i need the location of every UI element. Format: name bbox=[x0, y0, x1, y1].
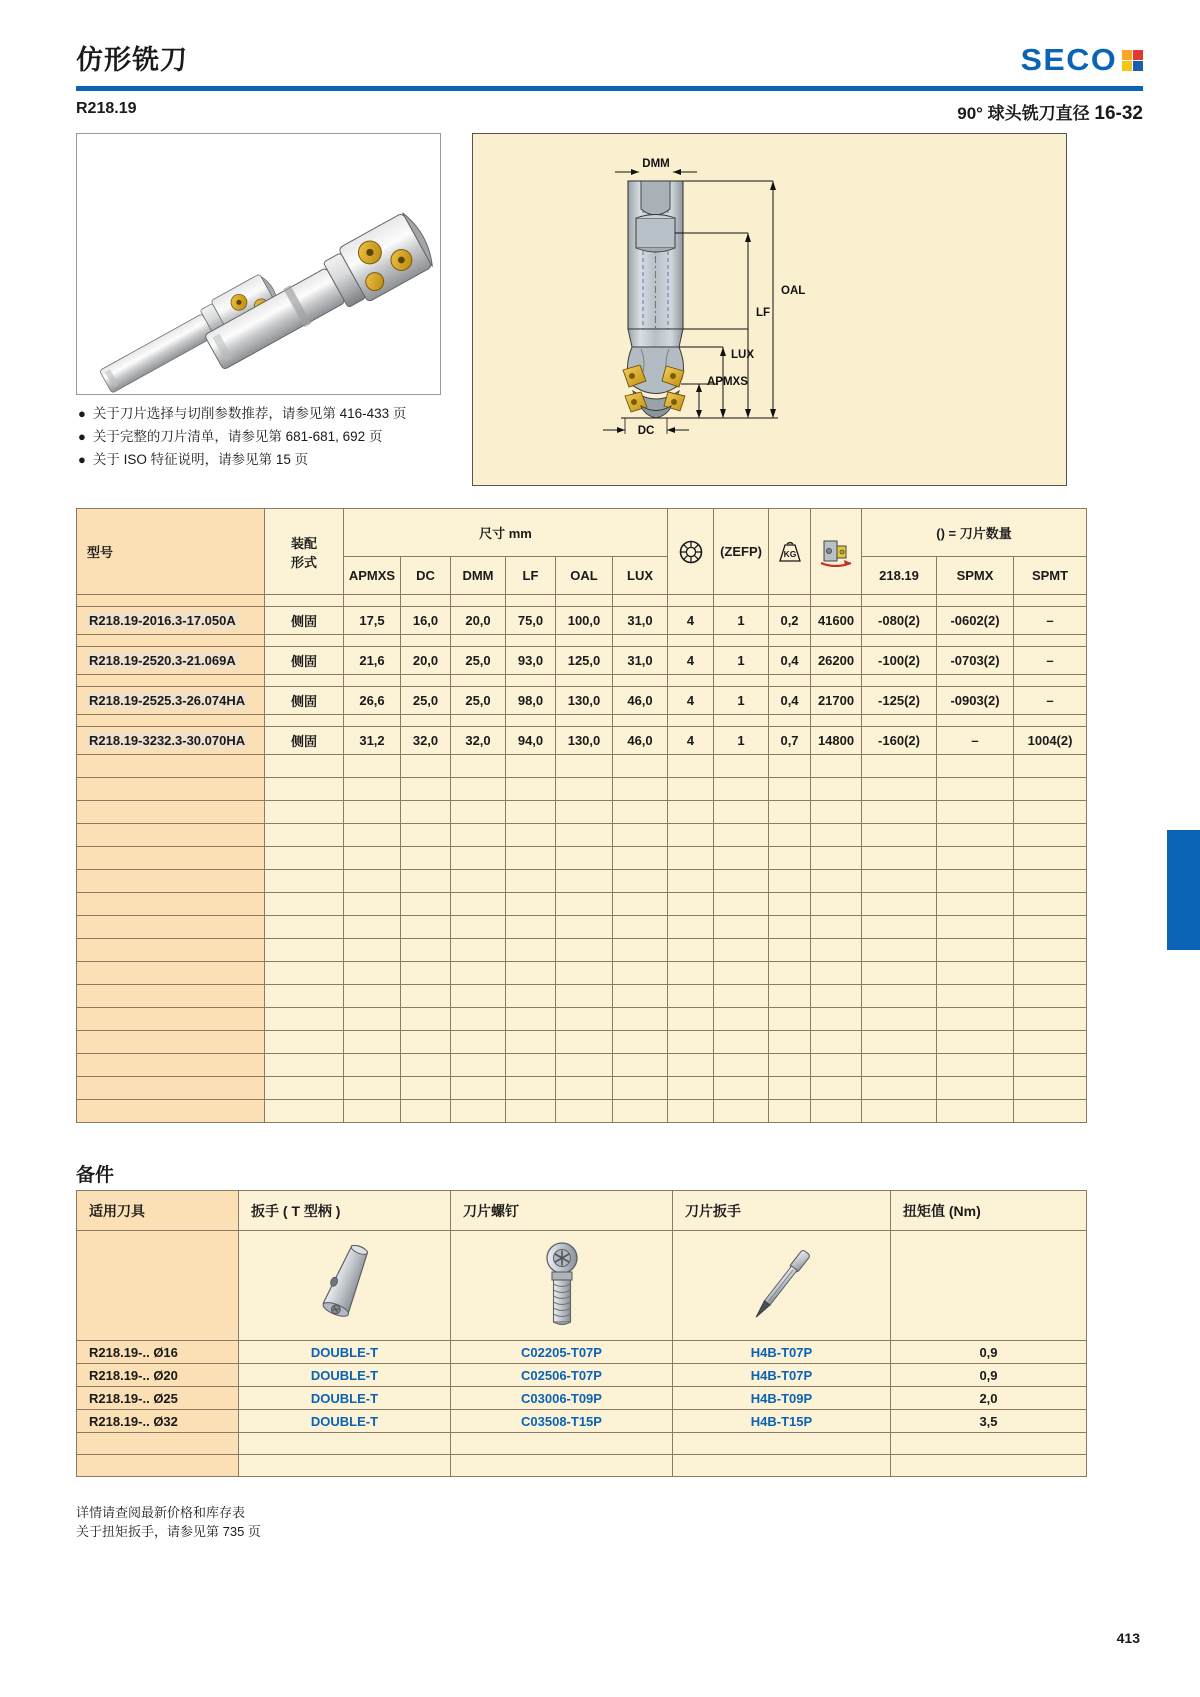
logo-square-3 bbox=[1122, 61, 1132, 71]
mount-line-2: 形式 bbox=[290, 554, 317, 570]
acc-cell-screw: C02205-T07P bbox=[451, 1341, 673, 1364]
cell-dc: 20,0 bbox=[401, 647, 451, 675]
table-row-empty bbox=[77, 847, 1087, 870]
cell-teeth: 4 bbox=[668, 687, 714, 715]
bullet-text: 关于 ISO 特征说明，请参见第 15 页 bbox=[92, 452, 309, 467]
cell-insert-spmt: – bbox=[1014, 687, 1087, 715]
svg-text:DC: DC bbox=[637, 425, 655, 437]
cell-rpm: 21700 bbox=[811, 687, 862, 715]
cell-lf: 75,0 bbox=[506, 607, 556, 635]
model-text: R218.19-2016.3-17.050A bbox=[89, 613, 236, 628]
cell-insert-spmx: -0602(2) bbox=[937, 607, 1014, 635]
cell-insert-spmt: – bbox=[1014, 647, 1087, 675]
cell-insert-21819: -100(2) bbox=[862, 647, 937, 675]
acc-cell-tool: R218.19-.. Ø25 bbox=[77, 1387, 239, 1410]
bullet-text: 关于完整的刀片清单，请参见第 681-681, 692 页 bbox=[92, 429, 383, 444]
acc-cell-torque: 2,0 bbox=[891, 1387, 1087, 1410]
table-row[interactable] bbox=[77, 607, 1087, 635]
svg-text:OAL: OAL bbox=[781, 285, 806, 297]
product-code: R218.19 bbox=[76, 100, 137, 117]
teeth-icon bbox=[668, 509, 713, 594]
cell-zefp: 1 bbox=[714, 727, 769, 755]
page-edge-tab bbox=[1167, 830, 1200, 950]
cell-insert-21819: -080(2) bbox=[862, 607, 937, 635]
table-row[interactable] bbox=[77, 647, 1087, 675]
svg-text:DMM: DMM bbox=[642, 158, 670, 170]
table-row-empty bbox=[77, 962, 1087, 985]
acc-cell-torque: 3,5 bbox=[891, 1410, 1087, 1433]
cell-insert-spmt: – bbox=[1014, 607, 1087, 635]
spacer-row bbox=[77, 675, 1087, 687]
acc-header-screw: 刀片螺钉 bbox=[451, 1191, 673, 1231]
svg-text:KG: KG bbox=[783, 548, 796, 559]
specifications-table bbox=[76, 508, 1087, 1123]
cell-insert-spmx: – bbox=[937, 727, 1014, 755]
header-teeth-icon-cell bbox=[668, 509, 714, 595]
acc-cell-wrench: DOUBLE-T bbox=[239, 1364, 451, 1387]
cell-dmm: 25,0 bbox=[451, 687, 506, 715]
cell-teeth: 4 bbox=[668, 727, 714, 755]
accessories-title: 备件 bbox=[76, 1165, 115, 1186]
header-insert-spmt: SPMT bbox=[1014, 557, 1087, 595]
accessories-image-row bbox=[77, 1231, 1087, 1341]
cell-insert-spmt: 1004(2) bbox=[1014, 727, 1087, 755]
table-row-empty bbox=[77, 824, 1087, 847]
accessories-table bbox=[76, 1190, 1087, 1477]
table-row-empty bbox=[77, 985, 1087, 1008]
table-row-empty bbox=[77, 755, 1087, 778]
table-row-empty bbox=[77, 1054, 1087, 1077]
cell-mount: 侧固 bbox=[265, 687, 344, 715]
svg-text:APMXS: APMXS bbox=[707, 376, 748, 388]
cell-model bbox=[77, 607, 265, 635]
accessory-row[interactable] bbox=[77, 1387, 1087, 1410]
technical-drawing bbox=[472, 133, 1067, 486]
acc-cell-wrench: DOUBLE-T bbox=[239, 1341, 451, 1364]
cell-insert-spmx: -0703(2) bbox=[937, 647, 1014, 675]
cell-dc: 16,0 bbox=[401, 607, 451, 635]
acc-cell-screw: C02506-T07P bbox=[451, 1364, 673, 1387]
table-row-empty bbox=[77, 893, 1087, 916]
svg-text:LF: LF bbox=[756, 307, 771, 319]
page-number: 413 bbox=[1116, 1630, 1140, 1646]
accessory-row-empty bbox=[77, 1433, 1087, 1455]
cell-insert-21819: -160(2) bbox=[862, 727, 937, 755]
table-row-empty bbox=[77, 1077, 1087, 1100]
cell-zefp: 1 bbox=[714, 607, 769, 635]
cell-oal: 130,0 bbox=[556, 687, 613, 715]
cell-apmxs: 21,6 bbox=[344, 647, 401, 675]
header-model: 型号 bbox=[77, 509, 265, 595]
cell-model bbox=[77, 727, 265, 755]
cell-zefp: 1 bbox=[714, 647, 769, 675]
header-lf: LF bbox=[506, 557, 556, 595]
product-desc-prefix: 90° 球头铣刀直径 bbox=[957, 104, 1095, 123]
cell-lux: 46,0 bbox=[613, 727, 668, 755]
acc-image-wrench bbox=[239, 1231, 451, 1341]
acc-cell-key: H4B-T07P bbox=[673, 1364, 891, 1387]
cell-mount: 侧固 bbox=[265, 607, 344, 635]
cell-kg: 0,7 bbox=[769, 727, 811, 755]
table-row-empty bbox=[77, 939, 1087, 962]
table-row[interactable] bbox=[77, 687, 1087, 715]
header-dc: DC bbox=[401, 557, 451, 595]
svg-text:LUX: LUX bbox=[731, 349, 754, 361]
acc-cell-screw: C03508-T15P bbox=[451, 1410, 673, 1433]
cell-dmm: 20,0 bbox=[451, 607, 506, 635]
cell-oal: 100,0 bbox=[556, 607, 613, 635]
accessories-header-row bbox=[77, 1191, 1087, 1231]
header-mount-type bbox=[265, 509, 344, 595]
acc-cell-tool: R218.19-.. Ø16 bbox=[77, 1341, 239, 1364]
product-description bbox=[957, 99, 1143, 125]
list-item bbox=[78, 403, 478, 424]
cell-rpm: 26200 bbox=[811, 647, 862, 675]
list-item bbox=[78, 426, 478, 447]
table-row-empty bbox=[77, 801, 1087, 824]
cell-dmm: 32,0 bbox=[451, 727, 506, 755]
acc-cell-tool: R218.19-.. Ø32 bbox=[77, 1410, 239, 1433]
cell-lux: 31,0 bbox=[613, 647, 668, 675]
cell-dmm: 25,0 bbox=[451, 647, 506, 675]
cell-dc: 32,0 bbox=[401, 727, 451, 755]
cell-rpm: 14800 bbox=[811, 727, 862, 755]
model-text: R218.19-2520.3-21.069A bbox=[89, 653, 236, 668]
acc-image-torque-blank bbox=[891, 1231, 1087, 1341]
header-insert-note: () = 刀片数量 bbox=[862, 509, 1087, 557]
cell-model bbox=[77, 687, 265, 715]
acc-cell-wrench: DOUBLE-T bbox=[239, 1387, 451, 1410]
logo-square-1 bbox=[1122, 50, 1132, 60]
cell-lf: 93,0 bbox=[506, 647, 556, 675]
cell-zefp: 1 bbox=[714, 687, 769, 715]
cell-oal: 125,0 bbox=[556, 647, 613, 675]
footnotes bbox=[76, 1503, 261, 1541]
cell-kg: 0,4 bbox=[769, 687, 811, 715]
model-text: R218.19-3232.3-30.070HA bbox=[89, 733, 246, 748]
cell-lf: 98,0 bbox=[506, 687, 556, 715]
bullet-dot-icon: ● bbox=[78, 406, 86, 421]
cell-mount: 侧固 bbox=[265, 727, 344, 755]
mount-line-1: 装配 bbox=[290, 535, 317, 551]
acc-cell-torque: 0,9 bbox=[891, 1341, 1087, 1364]
header-weight-icon-cell bbox=[769, 509, 811, 595]
cell-teeth: 4 bbox=[668, 607, 714, 635]
header-dimensions-group: 尺寸 mm bbox=[344, 509, 668, 557]
cell-apmxs: 17,5 bbox=[344, 607, 401, 635]
acc-image-key bbox=[673, 1231, 891, 1341]
accessory-row-empty bbox=[77, 1455, 1087, 1477]
acc-cell-torque: 0,9 bbox=[891, 1364, 1087, 1387]
accessory-row[interactable] bbox=[77, 1410, 1087, 1433]
spindle-icon bbox=[811, 509, 861, 594]
acc-cell-wrench: DOUBLE-T bbox=[239, 1410, 451, 1433]
header-lux: LUX bbox=[613, 557, 668, 595]
cell-lux: 31,0 bbox=[613, 607, 668, 635]
acc-cell-key: H4B-T07P bbox=[673, 1341, 891, 1364]
acc-header-key: 刀片扳手 bbox=[673, 1191, 891, 1231]
acc-header-tool: 适用刀具 bbox=[77, 1191, 239, 1231]
header-apmxs: APMXS bbox=[344, 557, 401, 595]
cell-model bbox=[77, 647, 265, 675]
reference-notes bbox=[78, 403, 478, 472]
header-divider bbox=[76, 86, 1143, 91]
cell-mount: 侧固 bbox=[265, 647, 344, 675]
acc-header-wrench: 扳手 ( T 型柄 ) bbox=[239, 1191, 451, 1231]
bullet-dot-icon: ● bbox=[78, 452, 86, 467]
accessory-row[interactable] bbox=[77, 1364, 1087, 1387]
cell-rpm: 41600 bbox=[811, 607, 862, 635]
footnote-line-2: 关于扭矩扳手，请参见第 735 页 bbox=[76, 1524, 261, 1539]
product-photo bbox=[76, 133, 441, 395]
cell-insert-spmx: -0903(2) bbox=[937, 687, 1014, 715]
acc-cell-key: H4B-T15P bbox=[673, 1410, 891, 1433]
logo-squares bbox=[1122, 50, 1143, 71]
table-row[interactable] bbox=[77, 727, 1087, 755]
header-dmm: DMM bbox=[451, 557, 506, 595]
kg-icon bbox=[769, 509, 810, 594]
acc-cell-key: H4B-T09P bbox=[673, 1387, 891, 1410]
cell-dc: 25,0 bbox=[401, 687, 451, 715]
logo-square-4 bbox=[1133, 61, 1143, 71]
acc-image-screw bbox=[451, 1231, 673, 1341]
header-oal: OAL bbox=[556, 557, 613, 595]
table-row-empty bbox=[77, 1100, 1087, 1123]
bullet-dot-icon: ● bbox=[78, 429, 86, 444]
accessory-row[interactable] bbox=[77, 1341, 1087, 1364]
table-row-empty bbox=[77, 870, 1087, 893]
spacer-row bbox=[77, 595, 1087, 607]
table-row-empty bbox=[77, 1031, 1087, 1054]
header-insert-spmx: SPMX bbox=[937, 557, 1014, 595]
table-row-empty bbox=[77, 1008, 1087, 1031]
bullet-text: 关于刀片选择与切削参数推荐，请参见第 416-433 页 bbox=[92, 406, 407, 421]
cell-oal: 130,0 bbox=[556, 727, 613, 755]
model-text: R218.19-2525.3-26.074HA bbox=[89, 693, 246, 708]
header-rpm-icon-cell bbox=[811, 509, 862, 595]
acc-cell-screw: C03006-T09P bbox=[451, 1387, 673, 1410]
page-title: 仿形铣刀 bbox=[76, 45, 188, 75]
cell-lux: 46,0 bbox=[613, 687, 668, 715]
cell-teeth: 4 bbox=[668, 647, 714, 675]
product-desc-range: 16-32 bbox=[1094, 103, 1143, 124]
seco-logo bbox=[1022, 42, 1143, 78]
cell-insert-21819: -125(2) bbox=[862, 687, 937, 715]
spacer-row bbox=[77, 635, 1087, 647]
cell-apmxs: 26,6 bbox=[344, 687, 401, 715]
table-row-empty bbox=[77, 916, 1087, 939]
logo-square-2 bbox=[1133, 50, 1143, 60]
cell-apmxs: 31,2 bbox=[344, 727, 401, 755]
logo-wordmark: SECO bbox=[1020, 42, 1118, 77]
header-insert-21819: 218.19 bbox=[862, 557, 937, 595]
acc-cell-tool: R218.19-.. Ø20 bbox=[77, 1364, 239, 1387]
cell-kg: 0,4 bbox=[769, 647, 811, 675]
acc-image-blank bbox=[77, 1231, 239, 1341]
acc-header-torque: 扭矩值 (Nm) bbox=[891, 1191, 1087, 1231]
footnote-line-1: 详情请查阅最新价格和库存表 bbox=[76, 1505, 246, 1520]
cell-lf: 94,0 bbox=[506, 727, 556, 755]
cell-kg: 0,2 bbox=[769, 607, 811, 635]
list-item bbox=[78, 449, 478, 470]
header-zefp: (ZEFP) bbox=[714, 509, 769, 595]
table-row-empty bbox=[77, 778, 1087, 801]
spacer-row bbox=[77, 715, 1087, 727]
